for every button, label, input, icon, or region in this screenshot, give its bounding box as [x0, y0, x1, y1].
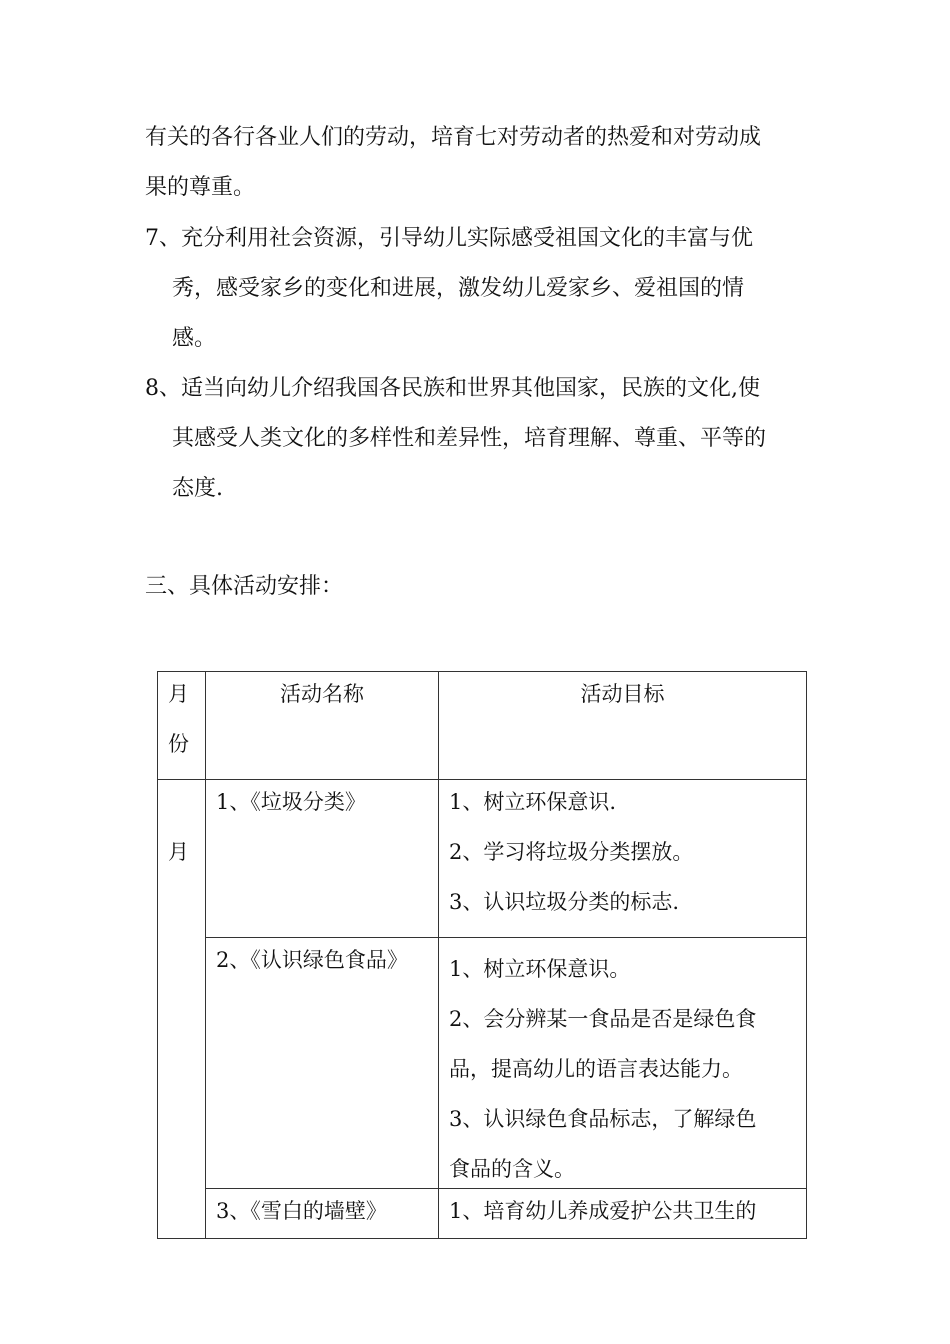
goal-line: 2、学习将垃圾分类摆放。: [449, 840, 694, 864]
activity-goal-cell: [439, 780, 807, 938]
goal-line: 3、认识绿色食品标志，了解绿色: [449, 1107, 757, 1131]
table-row: [158, 938, 807, 1189]
list-item-8-line: 态度.: [172, 476, 223, 501]
activity-goal-cell: [439, 938, 807, 1189]
header-month-line: 月: [168, 682, 189, 706]
header-activity-goal-text: 活动目标: [580, 682, 665, 706]
list-item-8-line: 其感受人类文化的多样性和差异性，培育理解、尊重、平等的: [172, 426, 767, 451]
header-activity-goal: [439, 672, 807, 780]
activity-name: 1、《垃圾分类》: [216, 790, 366, 814]
table-row: [158, 780, 807, 938]
month-cell: [158, 780, 206, 1239]
header-month: [158, 672, 206, 780]
activity-name-cell: [206, 938, 439, 1189]
activity-name-cell: [206, 1189, 439, 1239]
header-activity-name: [206, 672, 439, 780]
goal-line: 2、会分辨某一食品是否是绿色食: [449, 1007, 757, 1031]
table-header-row: [158, 672, 807, 780]
goal-line: 1、树立环保意识。: [449, 957, 631, 981]
goal-line: 食品的含义。: [449, 1157, 575, 1181]
paragraph-line: 有关的各行各业人们的劳动，培育七对劳动者的热爱和对劳动成: [145, 125, 762, 150]
list-item-7-line: 感。: [172, 326, 217, 351]
month-value: 月: [168, 840, 189, 864]
header-month-line: 份: [168, 732, 189, 756]
section-heading: 三、具体活动安排：: [145, 574, 344, 599]
list-item-7-line: 7、充分利用社会资源，引导幼儿实际感受祖国文化的丰富与优: [145, 226, 753, 251]
goal-line: 1、培育幼儿养成爱护公共卫生的: [449, 1199, 757, 1223]
activity-name-cell: [206, 780, 439, 938]
goal-line: 品，提高幼儿的语言表达能力。: [449, 1057, 743, 1081]
paragraph-line: 果的尊重。: [145, 175, 256, 200]
list-item-7-line: 秀，感受家乡的变化和进展，激发幼儿爱家乡、爱祖国的情: [172, 276, 745, 301]
header-activity-name-text: 活动名称: [280, 682, 364, 706]
goal-line: 1、树立环保意识.: [449, 790, 617, 814]
activity-goal-cell: [439, 1189, 807, 1239]
activity-name: 3、《雪白的墙壁》: [216, 1199, 387, 1223]
goal-line: 3、认识垃圾分类的标志.: [449, 890, 680, 914]
list-item-8-line: 8、适当向幼儿介绍我国各民族和世界其他国家，民族的文化,使: [145, 376, 760, 401]
table-row: [158, 1189, 807, 1239]
activity-table: [157, 671, 807, 1239]
activity-name: 2、《认识绿色食品》: [216, 948, 408, 972]
